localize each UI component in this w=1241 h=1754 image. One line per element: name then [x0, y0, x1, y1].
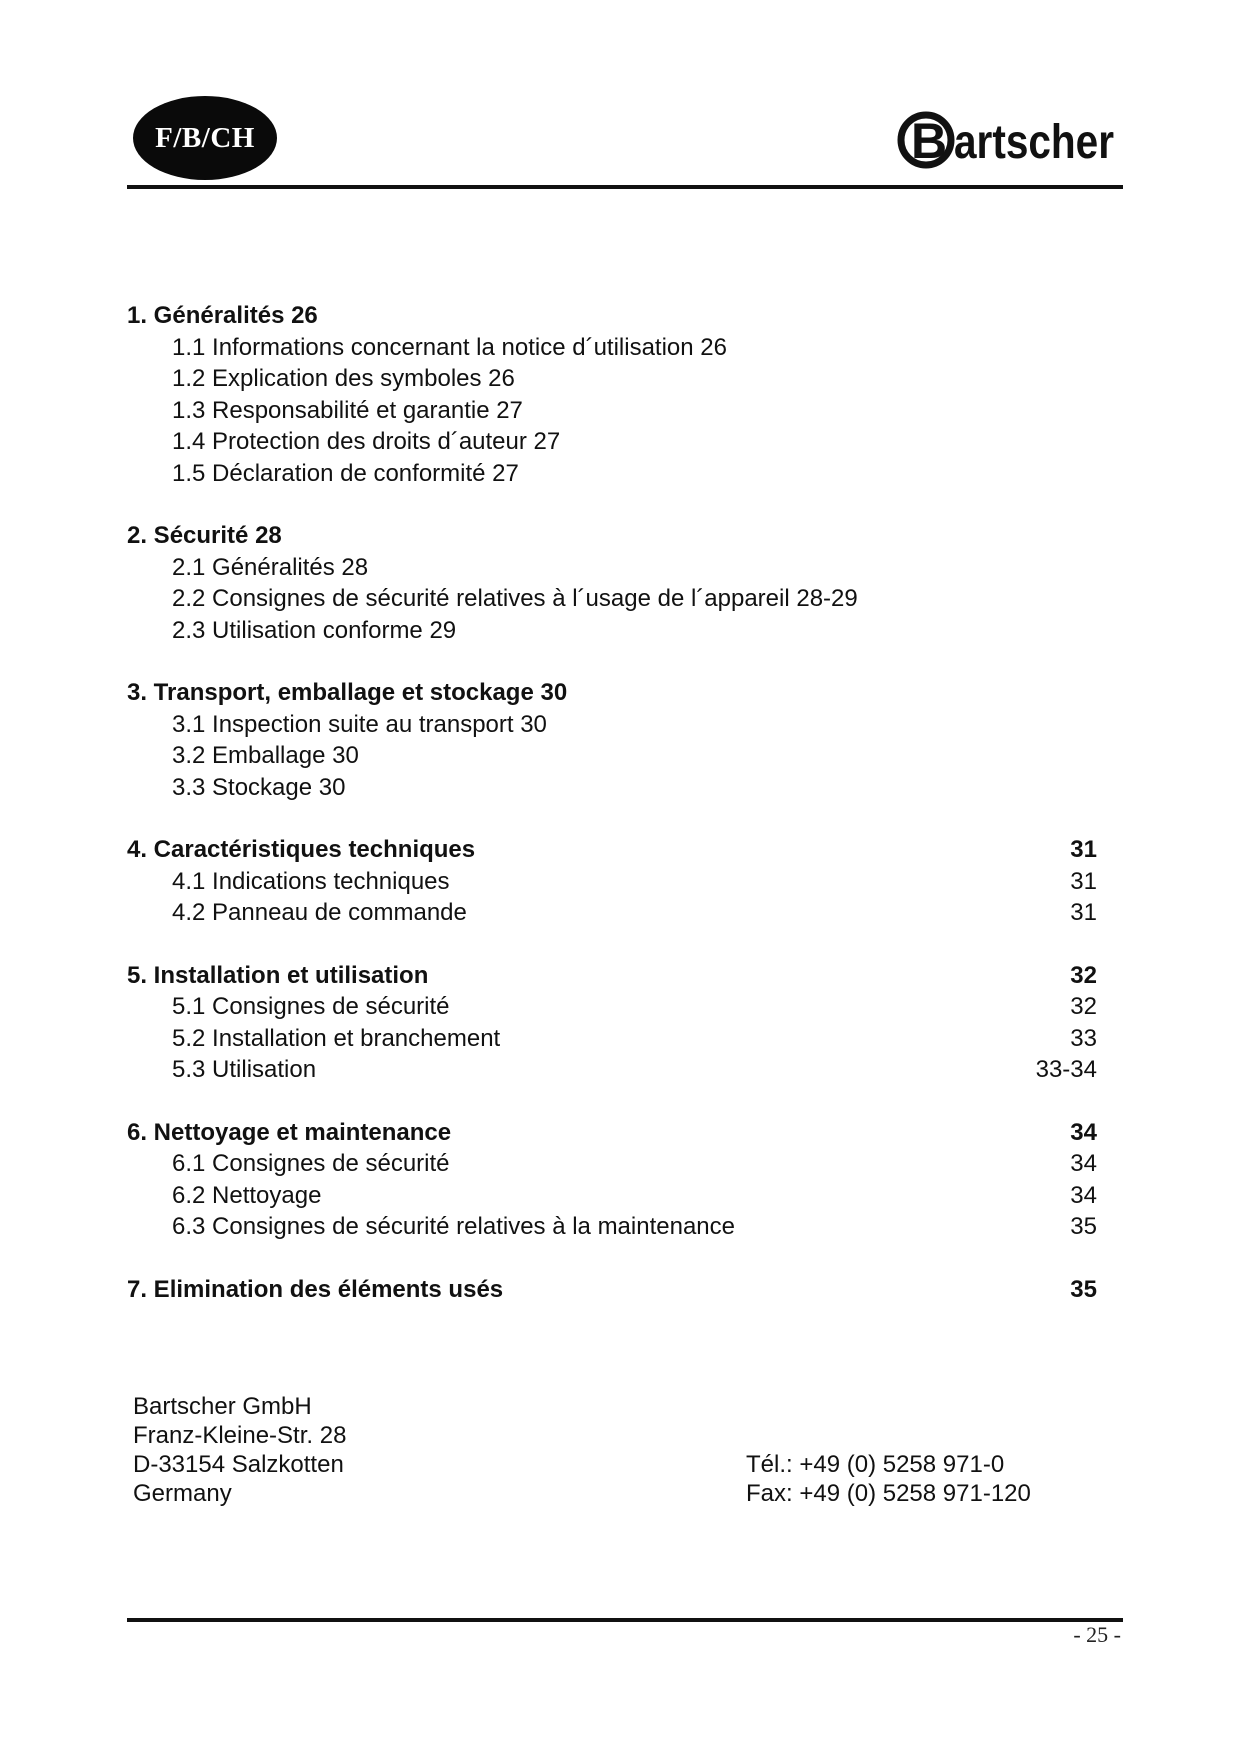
toc-item — [127, 1148, 1097, 1180]
toc-chapter — [127, 960, 1097, 992]
toc-chapter-page: 32 — [1070, 961, 1097, 989]
bartscher-logo — [896, 98, 1118, 178]
toc-chapter — [127, 677, 1097, 709]
toc-item — [127, 395, 1097, 427]
toc-item-page: 34 — [1070, 1150, 1097, 1177]
toc-section — [127, 1117, 1097, 1243]
company-fax: Fax: +49 (0) 5258 971-120 — [746, 1480, 1031, 1507]
region-badge — [133, 96, 277, 180]
company-contact — [746, 1450, 1031, 1508]
toc-chapter — [127, 520, 1097, 552]
toc-item-title: 6.1 Consignes de sécurité — [172, 1150, 450, 1177]
company-country: Germany — [133, 1480, 232, 1507]
toc-item-title: 3.2 Emballage 30 — [172, 742, 359, 769]
toc-section — [127, 300, 1097, 489]
toc-item-title: 5.2 Installation et branchement — [172, 1024, 501, 1052]
bartscher-logo-mark — [896, 98, 1118, 178]
toc-chapter — [127, 300, 1097, 332]
toc-item-page: 33 — [1070, 1024, 1097, 1052]
header-divider — [127, 185, 1123, 189]
toc-item-title: 4.2 Panneau de commande — [172, 899, 467, 926]
toc-item — [127, 740, 1097, 772]
toc-item — [127, 991, 1097, 1023]
toc-section — [127, 834, 1097, 929]
toc-chapter-page: 34 — [1070, 1118, 1097, 1146]
toc-chapter-page: 35 — [1070, 1275, 1097, 1303]
toc-item — [127, 1211, 1097, 1243]
toc-item-title: 3.1 Inspection suite au transport 30 — [172, 710, 547, 738]
page-number: - 25 - — [1073, 1622, 1121, 1647]
toc-item-page: 32 — [1070, 993, 1097, 1020]
company-name: Bartscher GmbH — [133, 1393, 312, 1420]
toc-item — [127, 1054, 1097, 1086]
toc-item-title: 2.3 Utilisation conforme 29 — [172, 616, 457, 644]
toc-chapter-page: 31 — [1070, 836, 1097, 863]
toc-section — [127, 960, 1097, 1086]
toc-item — [127, 1023, 1097, 1055]
toc-section — [127, 1274, 1097, 1306]
toc-item — [127, 363, 1097, 395]
toc-item-title: 1.3 Responsabilité et garantie 27 — [172, 396, 523, 424]
toc-chapter-title: 5. Installation et utilisation — [127, 961, 429, 989]
toc-item-title: 4.1 Indications techniques — [172, 867, 450, 895]
toc-item — [127, 615, 1097, 647]
toc-chapter-title: 1. Généralités 26 — [127, 302, 318, 329]
toc-item — [127, 332, 1097, 364]
toc-item-title: 5.1 Consignes de sécurité — [172, 993, 450, 1020]
toc-section — [127, 520, 1097, 646]
toc-item — [127, 866, 1097, 898]
toc-item-title: 5.3 Utilisation — [172, 1056, 317, 1083]
svg-text:B: B — [911, 113, 948, 169]
toc-chapter — [127, 1274, 1097, 1306]
toc-chapter-title: 4. Caractéristiques techniques — [127, 836, 476, 863]
toc-item — [127, 772, 1097, 804]
toc-item — [127, 709, 1097, 741]
toc-item-page: 31 — [1070, 899, 1097, 926]
toc-chapter — [127, 1117, 1097, 1149]
table-of-contents — [127, 300, 1097, 1336]
toc-item — [127, 552, 1097, 584]
toc-item-title: 1.5 Déclaration de conformité 27 — [172, 459, 519, 487]
toc-item — [127, 426, 1097, 458]
toc-item-title: 2.2 Consignes de sécurité relatives à l´usage de l´appareil 28-29 — [172, 585, 858, 612]
toc-item-page: 31 — [1070, 867, 1097, 895]
toc-item-page: 35 — [1070, 1213, 1097, 1240]
toc-item-page: 33-34 — [1035, 1056, 1097, 1083]
toc-item-title: 6.3 Consignes de sécurité relatives à la maintenance — [172, 1213, 735, 1240]
svg-text:artscher: artscher — [954, 116, 1114, 169]
toc-item-title: 2.1 Généralités 28 — [172, 553, 369, 581]
company-street: Franz-Kleine-Str. 28 — [133, 1422, 347, 1449]
toc-item-title: 6.2 Nettoyage — [172, 1181, 322, 1209]
toc-chapter — [127, 834, 1097, 866]
company-phone: Tél.: +49 (0) 5258 971-0 — [746, 1451, 1005, 1478]
company-address — [133, 1392, 346, 1508]
toc-item-page: 34 — [1070, 1181, 1097, 1209]
toc-chapter-title: 3. Transport, emballage et stockage 30 — [127, 679, 568, 706]
toc-item — [127, 458, 1097, 490]
toc-chapter-title: 7. Elimination des éléments usés — [127, 1275, 504, 1303]
region-badge-label: F/B/CH — [155, 121, 255, 154]
toc-section — [127, 677, 1097, 803]
toc-item-title: 1.4 Protection des droits d´auteur 27 — [172, 428, 561, 455]
toc-item-title: 1.2 Explication des symboles 26 — [172, 365, 515, 392]
toc-chapter-title: 6. Nettoyage et maintenance — [127, 1118, 452, 1146]
footer-divider — [127, 1618, 1123, 1622]
toc-item — [127, 897, 1097, 929]
company-city: D-33154 Salzkotten — [133, 1451, 344, 1478]
toc-chapter-title: 2. Sécurité 28 — [127, 522, 282, 549]
toc-item — [127, 583, 1097, 615]
toc-item-title: 3.3 Stockage 30 — [172, 773, 346, 801]
toc-item-title: 1.1 Informations concernant la notice d´utilisation 26 — [172, 333, 727, 361]
toc-item — [127, 1180, 1097, 1212]
